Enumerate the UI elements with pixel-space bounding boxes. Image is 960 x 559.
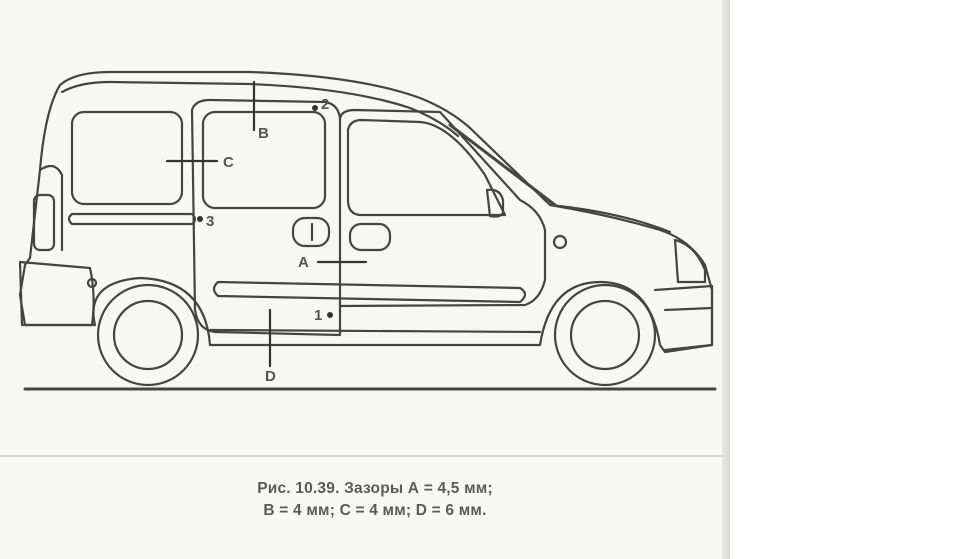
rear-pillar	[40, 166, 62, 250]
label-d: D	[265, 368, 276, 385]
headlight	[675, 240, 705, 282]
rear-quarter-window	[72, 112, 182, 204]
indicator-light	[554, 236, 566, 248]
lower-side-strip	[214, 282, 525, 302]
point-3-dot	[197, 216, 203, 222]
label-point-3: 3	[206, 213, 215, 230]
rear-bumper	[20, 262, 94, 325]
label-point-2: 2	[321, 96, 330, 113]
front-door-handle	[350, 224, 390, 250]
caption-line-1: Рис. 10.39. Зазоры А = 4,5 мм;	[257, 480, 493, 497]
front-door-window	[348, 120, 505, 215]
point-2-dot	[312, 105, 318, 111]
section-divider	[0, 455, 730, 457]
roof-rail	[450, 125, 555, 205]
rocker-line	[210, 330, 540, 332]
figure-caption	[140, 478, 610, 522]
label-b: B	[258, 125, 269, 142]
label-point-1: 1	[314, 307, 323, 324]
front-bumper	[655, 286, 712, 350]
label-c: C	[223, 154, 234, 171]
caption-line-2: В = 4 мм; С = 4 мм; D = 6 мм.	[263, 502, 487, 519]
point-1-dot	[327, 312, 333, 318]
front-door-outline	[340, 110, 545, 306]
rear-side-strip	[69, 214, 195, 224]
label-a: A	[298, 254, 309, 271]
